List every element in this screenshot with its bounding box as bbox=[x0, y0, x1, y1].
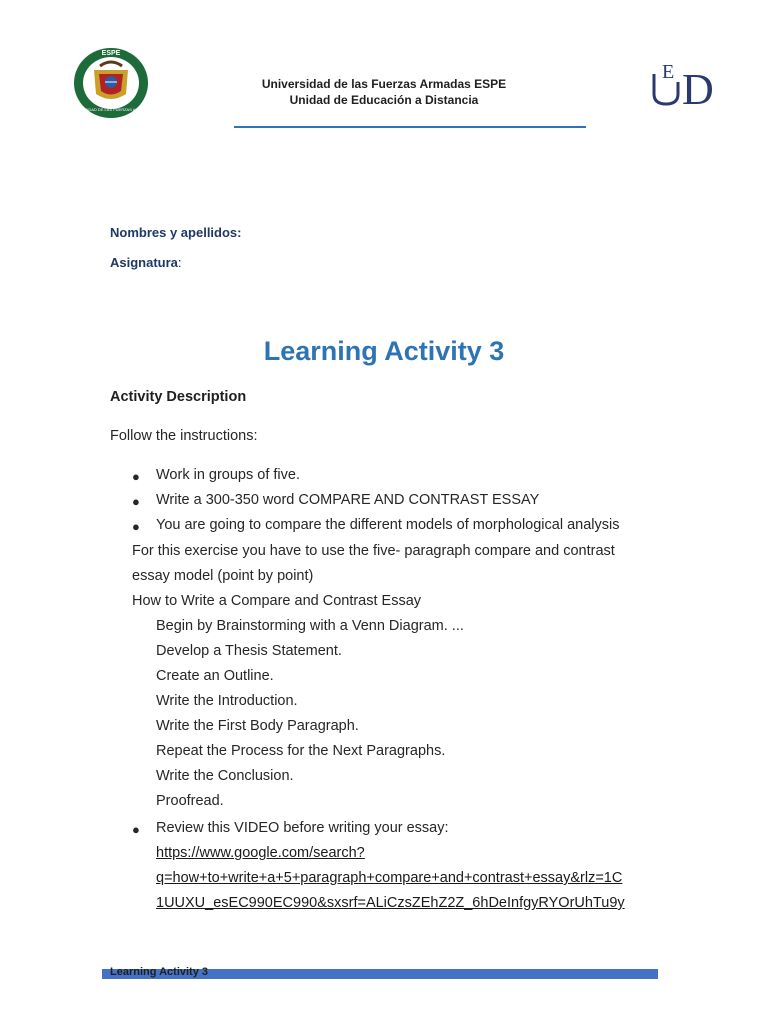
step-item: Begin by Brainstorming with a Venn Diagram. ... bbox=[156, 618, 464, 634]
header-divider bbox=[234, 126, 586, 128]
bullet-icon: ● bbox=[132, 494, 140, 509]
svg-text:E: E bbox=[662, 61, 675, 83]
bullet-icon: ● bbox=[132, 469, 140, 484]
unit-name: Unidad de Educación a Distancia bbox=[289, 93, 479, 107]
step-item: Write the Introduction. bbox=[156, 693, 298, 709]
video-link-line[interactable]: q=how+to+write+a+5+paragraph+compare+and+contrast+essay&rlz=1C bbox=[156, 870, 623, 886]
svg-text:UNIVERSIDAD DE LAS FUERZAS ARM: UNIVERSIDAD DE LAS FUERZAS ARMADAS bbox=[72, 107, 150, 112]
list-item: Write a 300-350 word COMPARE AND CONTRAST ESSAY bbox=[156, 492, 540, 508]
step-item: Proofread. bbox=[156, 793, 224, 809]
step-item: Repeat the Process for the Next Paragraphs. bbox=[156, 743, 446, 759]
video-link-line[interactable]: 1UUXU_esEC990EC990&sxsrf=ALiCzsZEhZ2Z_6hDeInfgyRYOrUhTu9y bbox=[156, 895, 625, 911]
names-label: Nombres y apellidos: bbox=[110, 225, 242, 240]
step-item: Develop a Thesis Statement. bbox=[156, 643, 342, 659]
bullet-icon: ● bbox=[132, 822, 140, 837]
footer-title: Learning Activity 3 bbox=[110, 966, 209, 978]
page-title: Learning Activity 3 bbox=[263, 336, 505, 366]
svg-text:ESPE: ESPE bbox=[101, 50, 121, 57]
step-item: Write the First Body Paragraph. bbox=[156, 718, 359, 734]
subject-label: Asignatura: bbox=[110, 255, 182, 270]
video-instruction: Review this VIDEO before writing your essay: bbox=[156, 820, 449, 836]
exercise-text-line: essay model (point by point) bbox=[132, 568, 314, 584]
list-item: You are going to compare the different models of morphological analysis bbox=[156, 517, 620, 533]
intro-text: Follow the instructions: bbox=[110, 428, 258, 444]
video-link-line[interactable]: https://www.google.com/search? bbox=[156, 845, 365, 861]
exercise-text-line: For this exercise you have to use the five- paragraph compare and contrast bbox=[132, 543, 615, 559]
university-name: Universidad de las Fuerzas Armadas ESPE bbox=[261, 77, 507, 91]
svg-text:D: D bbox=[682, 65, 714, 108]
step-item: Create an Outline. bbox=[156, 668, 274, 684]
espe-logo bbox=[72, 46, 150, 120]
activity-description-heading: Activity Description bbox=[110, 389, 247, 405]
ued-logo bbox=[648, 60, 730, 108]
bullet-icon: ● bbox=[132, 519, 140, 534]
list-item: Work in groups of five. bbox=[156, 467, 300, 483]
howto-heading: How to Write a Compare and Contrast Essay bbox=[132, 593, 422, 609]
step-item: Write the Conclusion. bbox=[156, 768, 294, 784]
